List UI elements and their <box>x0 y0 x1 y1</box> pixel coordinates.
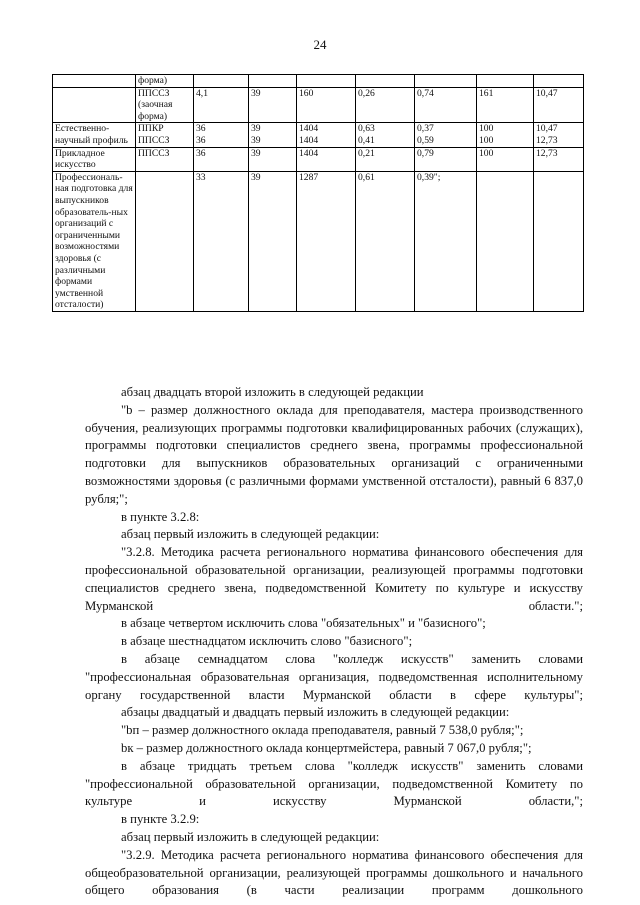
table-row <box>53 123 584 147</box>
table-cell <box>534 75 584 88</box>
table-cell: Профессиональ-ная подготовка для выпускников образователь-ных организаций с ограниченными возможностями здоровья (с различными формами умственной отсталости) <box>53 171 136 311</box>
table-cell: 4,1 <box>194 87 249 123</box>
table-cell: 12,73 <box>534 147 584 171</box>
table-cell: 1287 <box>297 171 356 311</box>
table-cell: форма) <box>136 75 194 88</box>
body-text <box>85 384 583 900</box>
paragraph: bк – размер должностного оклада концертмейстера, равный 7 067,0 рубля;"; <box>121 740 532 755</box>
table-cell: 39 <box>249 87 297 123</box>
table-cell: Естественно-научный профиль <box>53 123 136 147</box>
paragraph: в пункте 3.2.9: <box>121 812 200 827</box>
table-cell: 36 36 <box>194 123 249 147</box>
table-cell: ППКР ППССЗ <box>136 123 194 147</box>
paragraph: в абзаце четвертом исключить слова "обязательных" и "базисного"; <box>121 616 486 631</box>
table-cell <box>534 171 584 311</box>
table-cell: 10,47 <box>534 87 584 123</box>
table-cell <box>477 75 534 88</box>
table-cell: 0,74 <box>415 87 477 123</box>
paragraph: абзацы двадцатый и двадцать первый изложить в следующей редакции: <box>121 705 510 720</box>
table-cell: 161 <box>477 87 534 123</box>
table-row <box>53 87 584 123</box>
paragraph: абзац первый изложить в следующей редакции: <box>121 829 380 844</box>
table-cell: 39 <box>249 171 297 311</box>
table-cell: Прикладное искусство <box>53 147 136 171</box>
table-cell: 0,37 0,59 <box>415 123 477 147</box>
table-cell <box>356 75 415 88</box>
paragraph: "b – размер должностного оклада для преподавателя, мастера производственного обучения, реализующих программы подготовки квалифицированных рабочих (служащих), программы подготовки специалистов среднего звена, программы профессиональной подготовки для выпускников образовательных организаций с ограниченными возможностями здоровья (с различными формами умственной отсталости), равный 6 837,0 рубля;"; <box>85 402 583 506</box>
table-cell <box>136 171 194 311</box>
paragraph: в пункте 3.2.8: <box>121 509 200 524</box>
table-cell <box>477 171 534 311</box>
table-cell: 0,21 <box>356 147 415 171</box>
table-cell: 0,63 0,41 <box>356 123 415 147</box>
paragraph: "3.2.8. Методика расчета регионального норматива финансового обеспечения для профессиональной образовательной организации, реализующей программы подготовки специалистов среднего звена, подведомственной Комитету по культуре и искусству Мурманской области."; <box>85 545 583 613</box>
table-cell: 36 <box>194 147 249 171</box>
paragraph: в абзаце семнадцатом слова "колледж искусств" заменить словами "профессиональная образовательная организация, подведомственная исполнительному органу государственной власти Мурманской области в сфере культуры"; <box>85 651 583 702</box>
table-body <box>53 75 584 312</box>
paragraph: "3.2.9. Методика расчета регионального норматива финансового обеспечения для общеобразовательной организации, реализующей программы дошкольного и начального общего образования (в части реализации программ дошкольного <box>85 847 583 898</box>
table-cell <box>53 75 136 88</box>
table-cell <box>53 87 136 123</box>
table-cell: 100 100 <box>477 123 534 147</box>
table-cell <box>297 75 356 88</box>
paragraph: абзац первый изложить в следующей редакции: <box>121 527 380 542</box>
table-cell <box>415 75 477 88</box>
table-row <box>53 147 584 171</box>
table-cell <box>249 75 297 88</box>
paragraph: в абзаце тридцать третьем слова "колледж искусств" заменить словами "профессиональной образовательной организации, подведомственной Комитету по культуре и искусству Мурманской области,"; <box>85 758 583 809</box>
table-row <box>53 75 584 88</box>
paragraph: абзац двадцать второй изложить в следующей редакции <box>121 385 424 399</box>
table-cell: 10,47 12,73 <box>534 123 584 147</box>
table-cell: 100 <box>477 147 534 171</box>
table-cell: ППССЗ <box>136 147 194 171</box>
norms-table <box>52 74 584 312</box>
table-cell <box>194 75 249 88</box>
table-cell: 1404 <box>297 147 356 171</box>
table-cell: 33 <box>194 171 249 311</box>
table-cell: 160 <box>297 87 356 123</box>
table-cell: ППССЗ (заочная форма) <box>136 87 194 123</box>
page-number: 24 <box>313 37 327 52</box>
table-cell: 0,79 <box>415 147 477 171</box>
paragraph: "bп – размер должностного оклада преподавателя, равный 7 538,0 рубля;"; <box>121 723 524 738</box>
table-cell: 0,61 <box>356 171 415 311</box>
table-cell: 0,26 <box>356 87 415 123</box>
table-cell: 1404 1404 <box>297 123 356 147</box>
table-row <box>53 171 584 311</box>
table-cell: 0,39"; <box>415 171 477 311</box>
table-cell: 39 <box>249 147 297 171</box>
paragraph: в абзаце шестнадцатом исключить слово "базисного"; <box>121 634 413 649</box>
table-cell: 39 39 <box>249 123 297 147</box>
